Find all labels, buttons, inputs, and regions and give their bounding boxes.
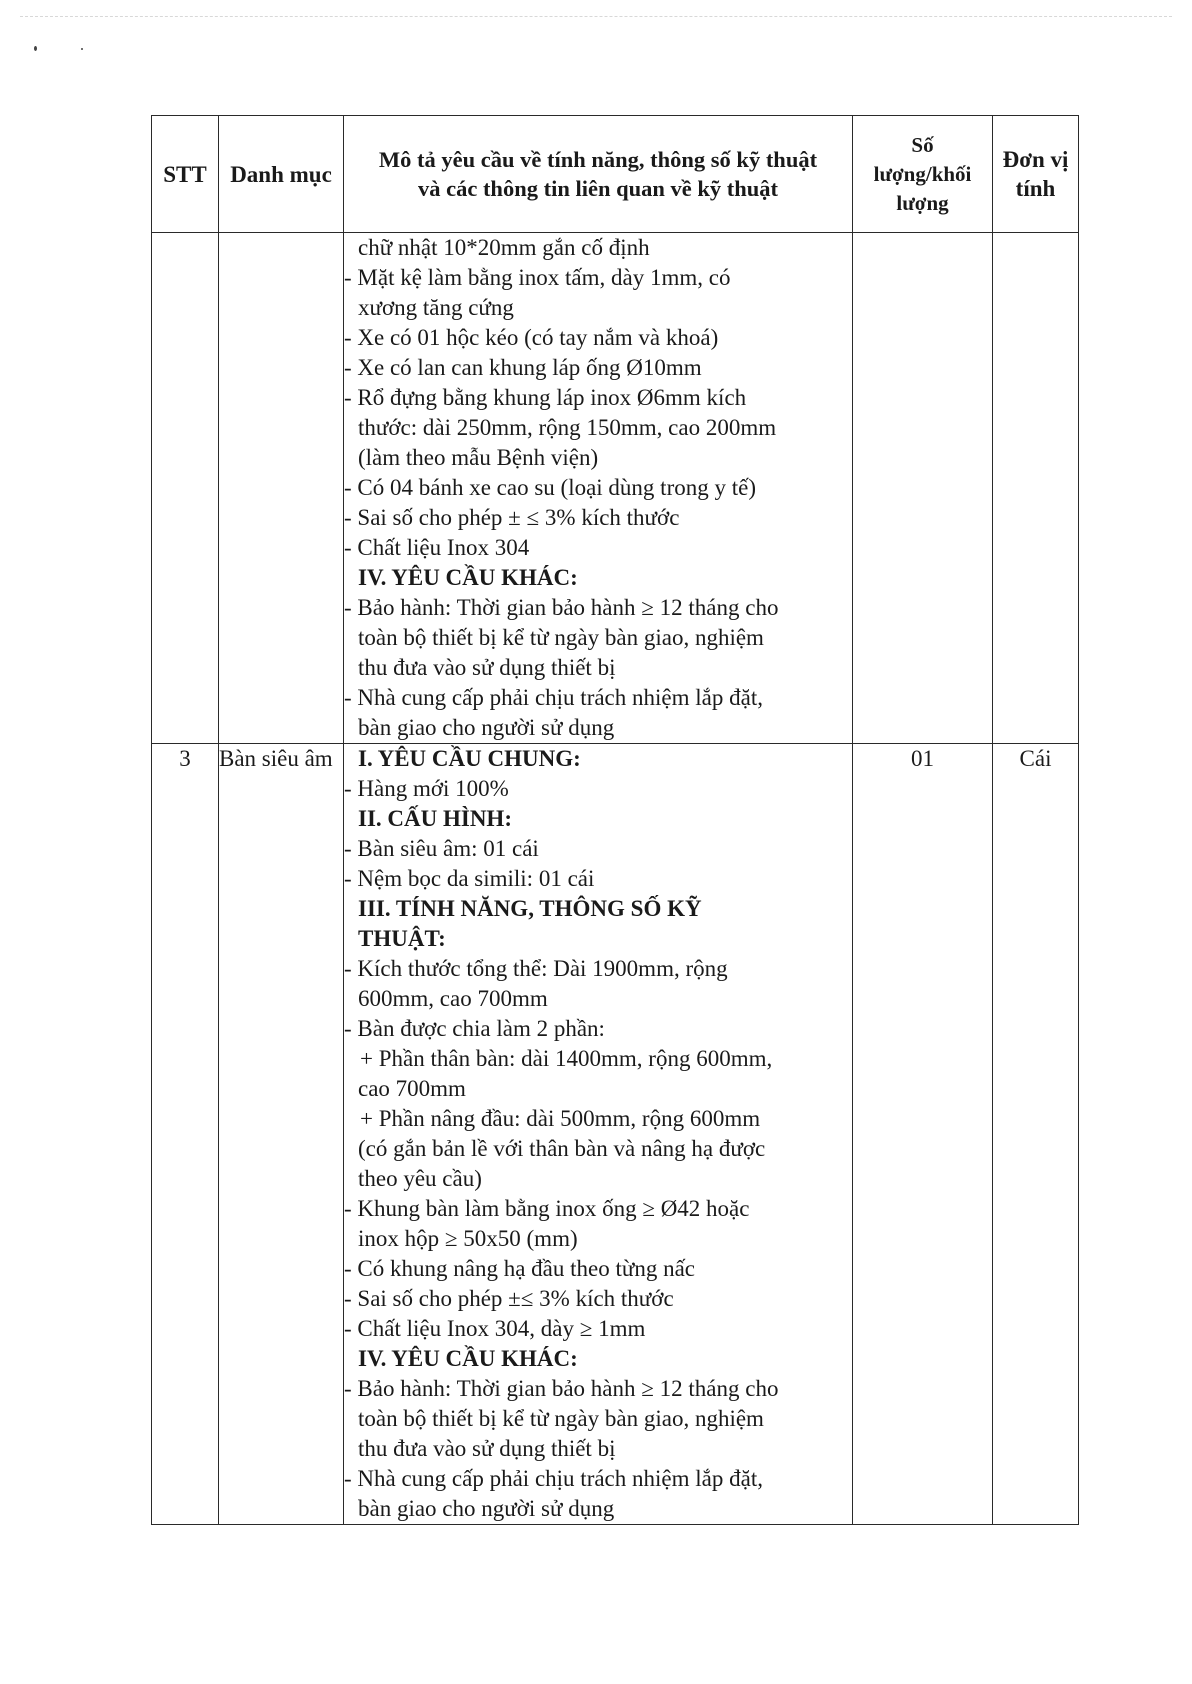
row-unit: Cái — [993, 744, 1079, 1525]
description-line: (làm theo mẫu Bệnh viện) — [358, 445, 599, 470]
description-line: - Có 04 bánh xe cao su (loại dùng trong y tế) — [344, 475, 756, 500]
scan-border-line — [20, 16, 1172, 17]
header-unit-line: Đơn vị — [1002, 147, 1069, 172]
description-line: - Bàn được chia làm 2 phần: — [344, 1016, 605, 1041]
description-line: - Chất liệu Inox 304 — [344, 535, 530, 560]
table-row — [152, 233, 1079, 744]
description-line: toàn bộ thiết bị kể từ ngày bàn giao, nghiệm — [358, 1406, 764, 1431]
description-line: - Xe có lan can khung láp ống Ø10mm — [344, 355, 702, 380]
description-line: - Khung bàn làm bằng inox ống ≥ Ø42 hoặc — [344, 1196, 750, 1221]
description-line: theo yêu cầu) — [358, 1166, 482, 1191]
description-line: inox hộp ≥ 50x50 (mm) — [358, 1226, 578, 1251]
header-unit-line: tính — [1015, 176, 1056, 201]
row-item — [219, 233, 344, 744]
description-line: 600mm, cao 700mm — [358, 986, 548, 1011]
description-line: chữ nhật 10*20mm gắn cố định — [358, 235, 650, 260]
header-quantity-line: lượng/khối — [873, 161, 972, 186]
description-line: bàn giao cho người sử dụng — [358, 715, 615, 740]
description-line: thước: dài 250mm, rộng 150mm, cao 200mm — [358, 415, 777, 440]
row-description — [344, 744, 853, 1525]
description-line: - Nhà cung cấp phải chịu trách nhiệm lắp đặt, — [344, 1466, 763, 1491]
description-line: - Nệm bọc da simili: 01 cái — [344, 866, 595, 891]
section-heading: III. TÍNH NĂNG, THÔNG SỐ KỸ — [358, 896, 702, 921]
specification-table — [151, 115, 1079, 1525]
description-line: - Bàn siêu âm: 01 cái — [344, 836, 539, 861]
description-lines — [344, 233, 852, 743]
description-line: - Xe có 01 hộc kéo (có tay nắm và khoá) — [344, 325, 719, 350]
header-description-line: Mô tả yêu cầu về tính năng, thông số kỹ thuật — [378, 147, 818, 172]
description-line: - Sai số cho phép ±≤ 3% kích thước — [344, 1286, 674, 1311]
description-line: xương tăng cứng — [358, 295, 514, 320]
description-line: cao 700mm — [358, 1076, 466, 1101]
row-stt: 3 — [152, 744, 219, 1525]
description-line: thu đưa vào sử dụng thiết bị — [358, 1436, 616, 1461]
header-quantity — [853, 116, 993, 233]
description-lines — [344, 744, 852, 1524]
header-stt: STT — [152, 116, 219, 233]
description-line: thu đưa vào sử dụng thiết bị — [358, 655, 616, 680]
table-row — [152, 744, 1079, 1525]
description-line: - Hàng mới 100% — [344, 776, 509, 801]
scan-speck — [34, 46, 37, 51]
description-line: - Kích thước tổng thể: Dài 1900mm, rộng — [344, 956, 728, 981]
header-unit — [993, 116, 1079, 233]
scan-speck — [81, 48, 83, 50]
description-line: - Bảo hành: Thời gian bảo hành ≥ 12 tháng cho — [344, 1376, 779, 1401]
description-line: - Chất liệu Inox 304, dày ≥ 1mm — [344, 1316, 646, 1341]
description-line: toàn bộ thiết bị kể từ ngày bàn giao, nghiệm — [358, 625, 764, 650]
section-heading: II. CẤU HÌNH: — [358, 806, 512, 831]
description-line: - Sai số cho phép ± ≤ 3% kích thước — [344, 505, 680, 530]
header-description-line: và các thông tin liên quan về kỹ thuật — [417, 176, 779, 201]
description-line: - Có khung nâng hạ đầu theo từng nấc — [344, 1256, 695, 1281]
row-description — [344, 233, 853, 744]
description-line: - Mặt kệ làm bằng inox tấm, dày 1mm, có — [344, 265, 731, 290]
description-line: + Phần nâng đầu: dài 500mm, rộng 600mm — [360, 1106, 761, 1131]
row-item: Bàn siêu âm — [219, 744, 344, 1525]
header-category: Danh mục — [219, 116, 344, 233]
header-description — [344, 116, 853, 233]
row-quantity — [853, 233, 993, 744]
header-quantity-line: lượng — [896, 190, 949, 215]
section-heading: IV. YÊU CẦU KHÁC: — [358, 565, 578, 590]
description-line: - Nhà cung cấp phải chịu trách nhiệm lắp đặt, — [344, 685, 763, 710]
section-heading: I. YÊU CẦU CHUNG: — [358, 746, 581, 771]
table-header-row — [152, 116, 1079, 233]
description-line: bàn giao cho người sử dụng — [358, 1496, 615, 1521]
description-line: + Phần thân bàn: dài 1400mm, rộng 600mm, — [360, 1046, 773, 1071]
row-quantity: 01 — [853, 744, 993, 1525]
description-line: - Rổ đựng bằng khung láp inox Ø6mm kích — [344, 385, 747, 410]
section-heading: IV. YÊU CẦU KHÁC: — [358, 1346, 578, 1371]
row-unit — [993, 233, 1079, 744]
header-quantity-line: Số — [911, 132, 934, 157]
row-stt — [152, 233, 219, 744]
description-line: - Bảo hành: Thời gian bảo hành ≥ 12 tháng cho — [344, 595, 779, 620]
section-heading: THUẬT: — [358, 926, 446, 951]
description-line: (có gắn bản lề với thân bàn và nâng hạ được — [358, 1136, 766, 1161]
